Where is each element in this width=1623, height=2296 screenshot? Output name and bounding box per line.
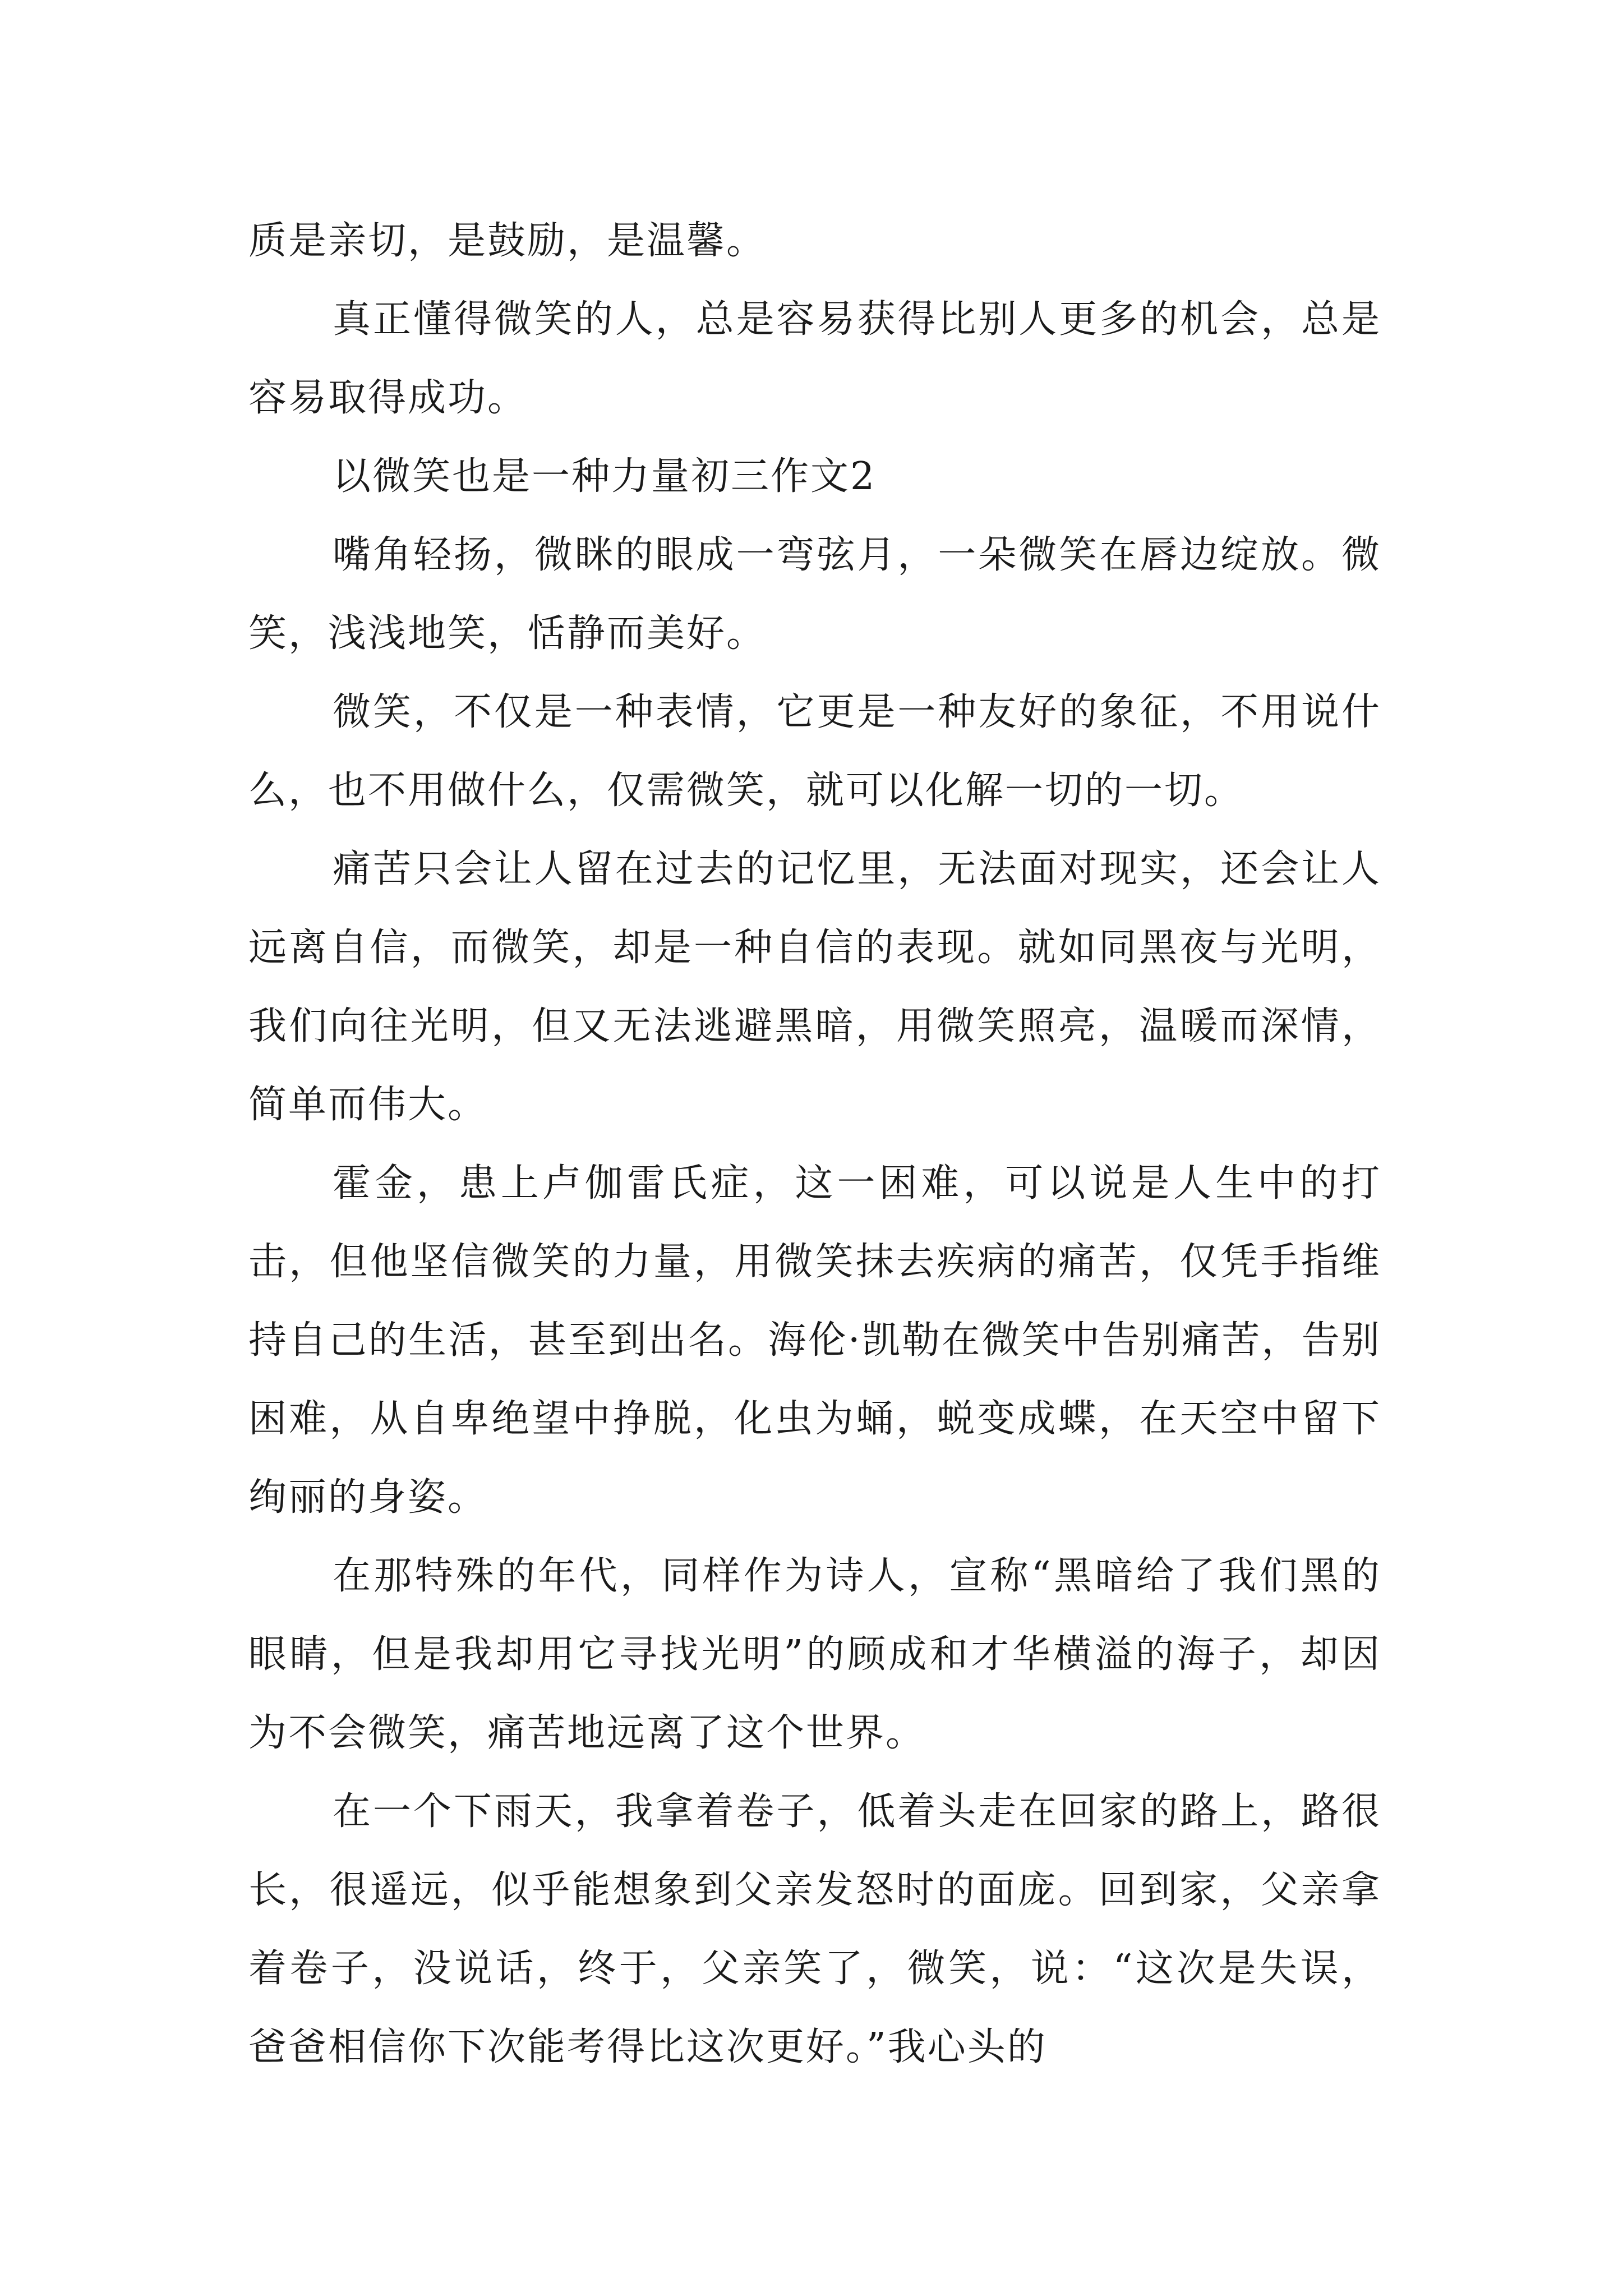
paragraph: 在一个下雨天，我拿着卷子，低着头走在回家的路上，路很长，很遥远，似乎能想象到父亲发怒时的面庞。回到家，父亲拿着卷子，没说话，终于，父亲笑了，微笑，说：“这次是失误，爸爸相信你下次能考得比这次更好。”我心头的 xyxy=(248,1789,1381,2069)
document-body xyxy=(248,202,1381,2087)
paragraph: 质是亲切，是鼓励，是温馨。 xyxy=(248,219,767,263)
paragraph: 在那特殊的年代，同样作为诗人，宣称“黑暗给了我们黑的眼睛，但是我却用它寻找光明”的顾成和才华横溢的海子，却因为不会微笑，痛苦地远离了这个世界。 xyxy=(248,1554,1381,1755)
paragraph: 真正懂得微笑的人，总是容易获得比别人更多的机会，总是容易取得成功。 xyxy=(248,297,1381,420)
paragraph: 霍金，患上卢伽雷氏症，这一困难，可以说是人生中的打击，但他坚信微笑的力量，用微笑抹去疾病的痛苦，仅凭手指维持自己的生活，甚至到出名。海伦·凯勒在微笑中告别痛苦，告别困难，从自卑绝望中挣脱，化虫为蛹，蜕变成蝶，在天空中留下绚丽的身姿。 xyxy=(248,1161,1381,1520)
paragraph: 嘴角轻扬，微眯的眼成一弯弦月，一朵微笑在唇边绽放。微笑，浅浅地笑，恬静而美好。 xyxy=(248,533,1381,656)
paragraph: 痛苦只会让人留在过去的记忆里，无法面对现实，还会让人远离自信，而微笑，却是一种自信的表现。就如同黑夜与光明，我们向往光明，但又无法逃避黑暗，用微笑照亮，温暖而深情，简单而伟大。 xyxy=(248,847,1381,1127)
paragraph: 微笑，不仅是一种表情，它更是一种友好的象征，不用说什么，也不用做什么，仅需微笑，就可以化解一切的一切。 xyxy=(248,690,1381,813)
section-heading: 以微笑也是一种力量初三作文2 xyxy=(333,454,877,499)
